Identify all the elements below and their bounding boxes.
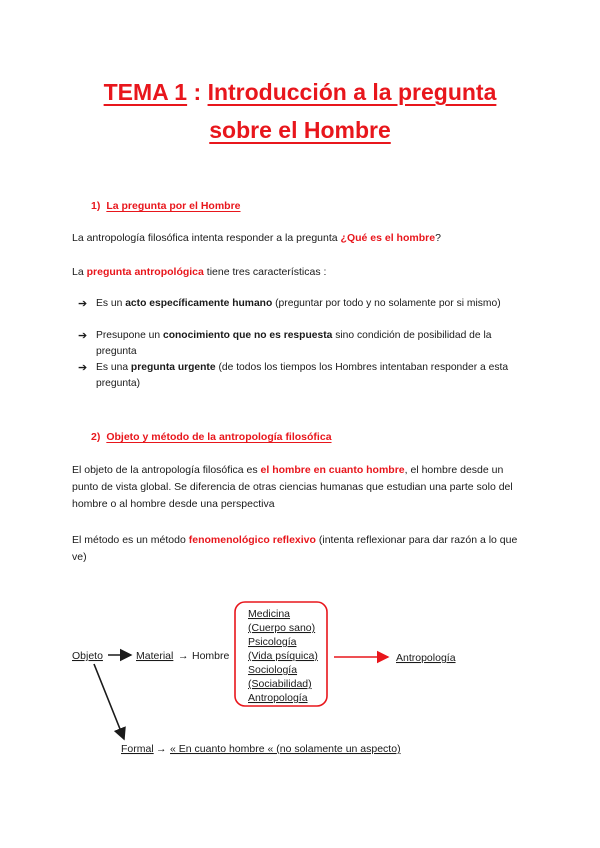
box-item-medicina: Medicina (248, 608, 291, 620)
title-separator: : (187, 79, 208, 105)
title-line1-text: Introducción a la pregunta (207, 79, 497, 105)
section-2-number: 2) (91, 431, 101, 443)
box-item-vida-psiquica: (Vida psíquica) (248, 650, 318, 662)
title-prefix: TEMA 1 (103, 79, 188, 105)
box-item-sociologia: Sociología (248, 664, 298, 676)
diagram-arrow-glyph: → (178, 650, 189, 662)
diagram-hombre: Hombre (192, 650, 230, 662)
text-run: (preguntar por todo y no solamente por si mismo) (272, 298, 501, 309)
section-2-title: Objeto y método de la antropología filosófica (106, 431, 332, 443)
text-run: La (72, 266, 87, 278)
bold-term: acto específicamente humano (125, 298, 273, 309)
text-run: , el hombre desde un punto de vista global. Se diferencia de otras ciencias humanas que estudian una parte solo del hombre o al hombre desde una perspectiva (72, 464, 513, 510)
text-run: Presupone un (96, 330, 163, 341)
box-item-sociabilidad: (Sociabilidad) (248, 678, 312, 690)
highlight-question: ¿Qué es el hombre (340, 232, 436, 244)
text-run: ? (435, 232, 441, 244)
highlight-term: fenomenológico reflexivo (188, 534, 316, 546)
text-run: La antropología filosófica intenta responder a la pregunta (72, 232, 341, 244)
diagram-formal-description: « En cuanto hombre « (no solamente un aspecto) (170, 743, 401, 755)
bold-term: conocimiento que no es respuesta (162, 330, 333, 341)
text-run: tiene tres características : (203, 266, 327, 278)
arrow-right-icon: ➔ (78, 362, 88, 374)
text-run: (intenta reflexionar para dar razón a lo que ve) (72, 534, 518, 563)
arrow-objeto-formal (94, 664, 124, 739)
diagram-material: Material (136, 650, 174, 662)
text-run: Es un (96, 298, 126, 309)
arrow-right-icon: ➔ (78, 298, 88, 310)
section-1-title: La pregunta por el Hombre (106, 200, 241, 212)
highlight-term: el hombre en cuanto hombre (260, 464, 405, 476)
text-run: sino condición de posibilidad de la pregunta (96, 330, 492, 357)
text-run: Es una (96, 362, 131, 373)
section-1-number: 1) (91, 200, 101, 212)
title-line2-text: sobre el Hombre (209, 117, 391, 143)
highlight-term: pregunta antropológica (86, 266, 204, 278)
bold-term: pregunta urgente (130, 362, 216, 373)
text-run: (de todos los tiempos los Hombres intentaban responder a esta pregunta) (96, 362, 509, 389)
text-run: El método es un método (72, 534, 189, 546)
box-item-psicologia: Psicología (248, 636, 297, 648)
box-item-cuerpo-sano: (Cuerpo sano) (248, 622, 316, 634)
diagram-objeto: Objeto (72, 650, 103, 662)
arrow-right-icon: ➔ (78, 330, 88, 342)
diagram-arrow-glyph-2: → (156, 743, 167, 755)
box-item-antropologia: Antropología (248, 692, 308, 704)
diagram-formal: Formal (121, 743, 154, 755)
text-run: El objeto de la antropología filosófica es (72, 464, 261, 476)
diagram-target: Antropología (396, 652, 456, 664)
